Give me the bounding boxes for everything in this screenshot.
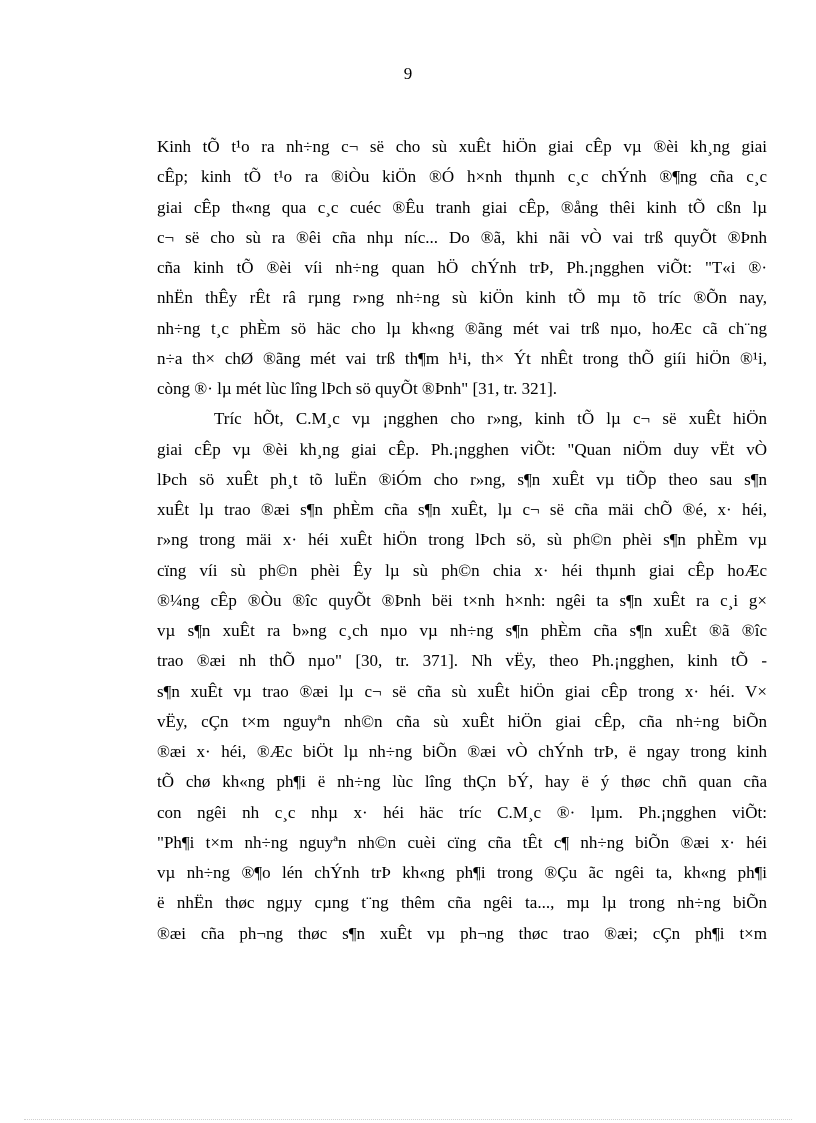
text-line: Kinh tÕ t¹o ra nh÷ng c¬ së cho sù xuÊt hiÖn giai cÊp vµ ®èi kh¸ng giai — [157, 137, 767, 156]
body-text — [157, 132, 767, 949]
text-line: ®æi cña ph¬ng thøc s¶n xuÊt vµ ph¬ng thøc trao ®æi; cÇn ph¶i t×m — [157, 923, 767, 943]
text-line: ë nhËn thøc ngµy cµng t¨ng thêm cña ngêi ta..., mµ lµ trong nh÷ng biÕn — [157, 893, 767, 913]
text-line: con ngêi nh c¸c nhµ x· héi häc tríc C.M¸c ®· lµm. Ph.¡ngghen viÕt: — [157, 802, 767, 822]
text-line: vµ nh÷ng ®¶o lén chÝnh trÞ kh«ng ph¶i trong ®Çu ãc ngêi ta, kh«ng ph¶i — [157, 863, 767, 882]
text-line: ®æi x· héi, ®Æc biÖt lµ nh÷ng biÕn ®æi vÒ chÝnh trÞ, ë ngay trong kinh — [157, 742, 767, 761]
text-line: cña kinh tÕ ®èi víi nh÷ng quan hÖ chÝnh trÞ, Ph.¡ngghen viÕt: "T«i ®· — [157, 258, 767, 277]
text-line: vµ s¶n xuÊt ra b»ng c¸ch nµo vµ nh÷ng s¶n phÈm cña s¶n xuÊt ®ã ®îc — [157, 621, 767, 640]
text-line: "Ph¶i t×m nh÷ng nguyªn nh©n cuèi cïng cña tÊt c¶ nh÷ng biÕn ®æi x· héi — [157, 832, 767, 852]
text-line: lÞch sö xuÊt ph¸t tõ luËn ®iÓm cho r»ng, s¶n xuÊt vµ tiÕp theo sau s¶n — [157, 469, 767, 489]
text-line: xuÊt lµ trao ®æi s¶n phÈm cña s¶n xuÊt, lµ c¬ së cña mäi chÕ ®é, x· héi, — [157, 500, 767, 519]
text-line: vËy, cÇn t×m nguyªn nh©n cña sù xuÊt hiÖn giai cÊp, cña nh÷ng biÕn — [157, 711, 767, 731]
text-line: tÕ chø kh«ng ph¶i ë nh÷ng lùc lîng thÇn bÝ, hay ë ý thøc chñ quan cña — [157, 772, 767, 792]
text-line: nh÷ng t¸c phÈm sö häc cho lµ kh«ng ®ãng mét vai trß nµo, hoÆc cã ch¨ng — [157, 318, 767, 338]
text-line: còng ®· lµ mét lùc lîng lÞch sö quyÕt ®Þnh" [31, tr. 321]. — [157, 379, 558, 398]
text-line: r»ng trong mäi x· héi xuÊt hiÖn trong lÞch sö, sù ph©n phèi s¶n phÈm vµ — [157, 530, 767, 550]
text-line: giai cÊp th«ng qua c¸c cuéc ®Êu tranh giai cÊp, ®ång thêi kinh tÕ cßn lµ — [157, 197, 767, 217]
text-line: cÊp; kinh tÕ t¹o ra ®iÒu kiÖn ®Ó h×nh thµnh c¸c chÝnh ®¶ng cña c¸c — [157, 167, 767, 187]
text-line: ®¼ng cÊp ®Òu ®îc quyÕt ®Þnh bëi t×nh h×nh: ngêi ta s¶n xuÊt ra c¸i g× — [157, 590, 767, 610]
text-line: nhËn thÊy rÊt râ rµng r»ng nh÷ng sù kiÖn kinh tÕ mµ tõ tríc ®Õn nay, — [157, 288, 767, 308]
text-line: c¬ së cho sù ra ®êi cña nhµ níc... Do ®ã, khi nãi vÒ vai trß quyÕt ®Þnh — [157, 227, 767, 247]
text-line: s¶n xuÊt vµ trao ®æi lµ c¬ së cña sù xuÊt hiÖn giai cÊp trong x· héi. V× — [157, 681, 767, 701]
page-bottom-rule — [24, 1119, 792, 1120]
text-line: Tríc hÕt, C.M¸c vµ ¡ngghen cho r»ng, kinh tÕ lµ c¬ së xuÊt hiÖn — [214, 409, 767, 429]
text-line: giai cÊp vµ ®èi kh¸ng giai cÊp. Ph.¡ngghen viÕt: "Quan niÖm duy vËt vÒ — [157, 439, 767, 459]
page-number: 9 — [403, 64, 413, 83]
text-line: cïng víi sù ph©n phèi Êy lµ sù ph©n chia x· héi thµnh giai cÊp hoÆc — [157, 560, 767, 580]
text-line: n÷a th× chØ ®ãng mét vai trß th¶m h¹i, th× Ýt nhÊt trong thÕ giíi hiÖn ®¹i, — [157, 348, 767, 368]
text-line: trao ®æi nh thÕ nµo" [30, tr. 371]. Nh vËy, theo Ph.¡ngghen, kinh tÕ - — [157, 651, 767, 671]
